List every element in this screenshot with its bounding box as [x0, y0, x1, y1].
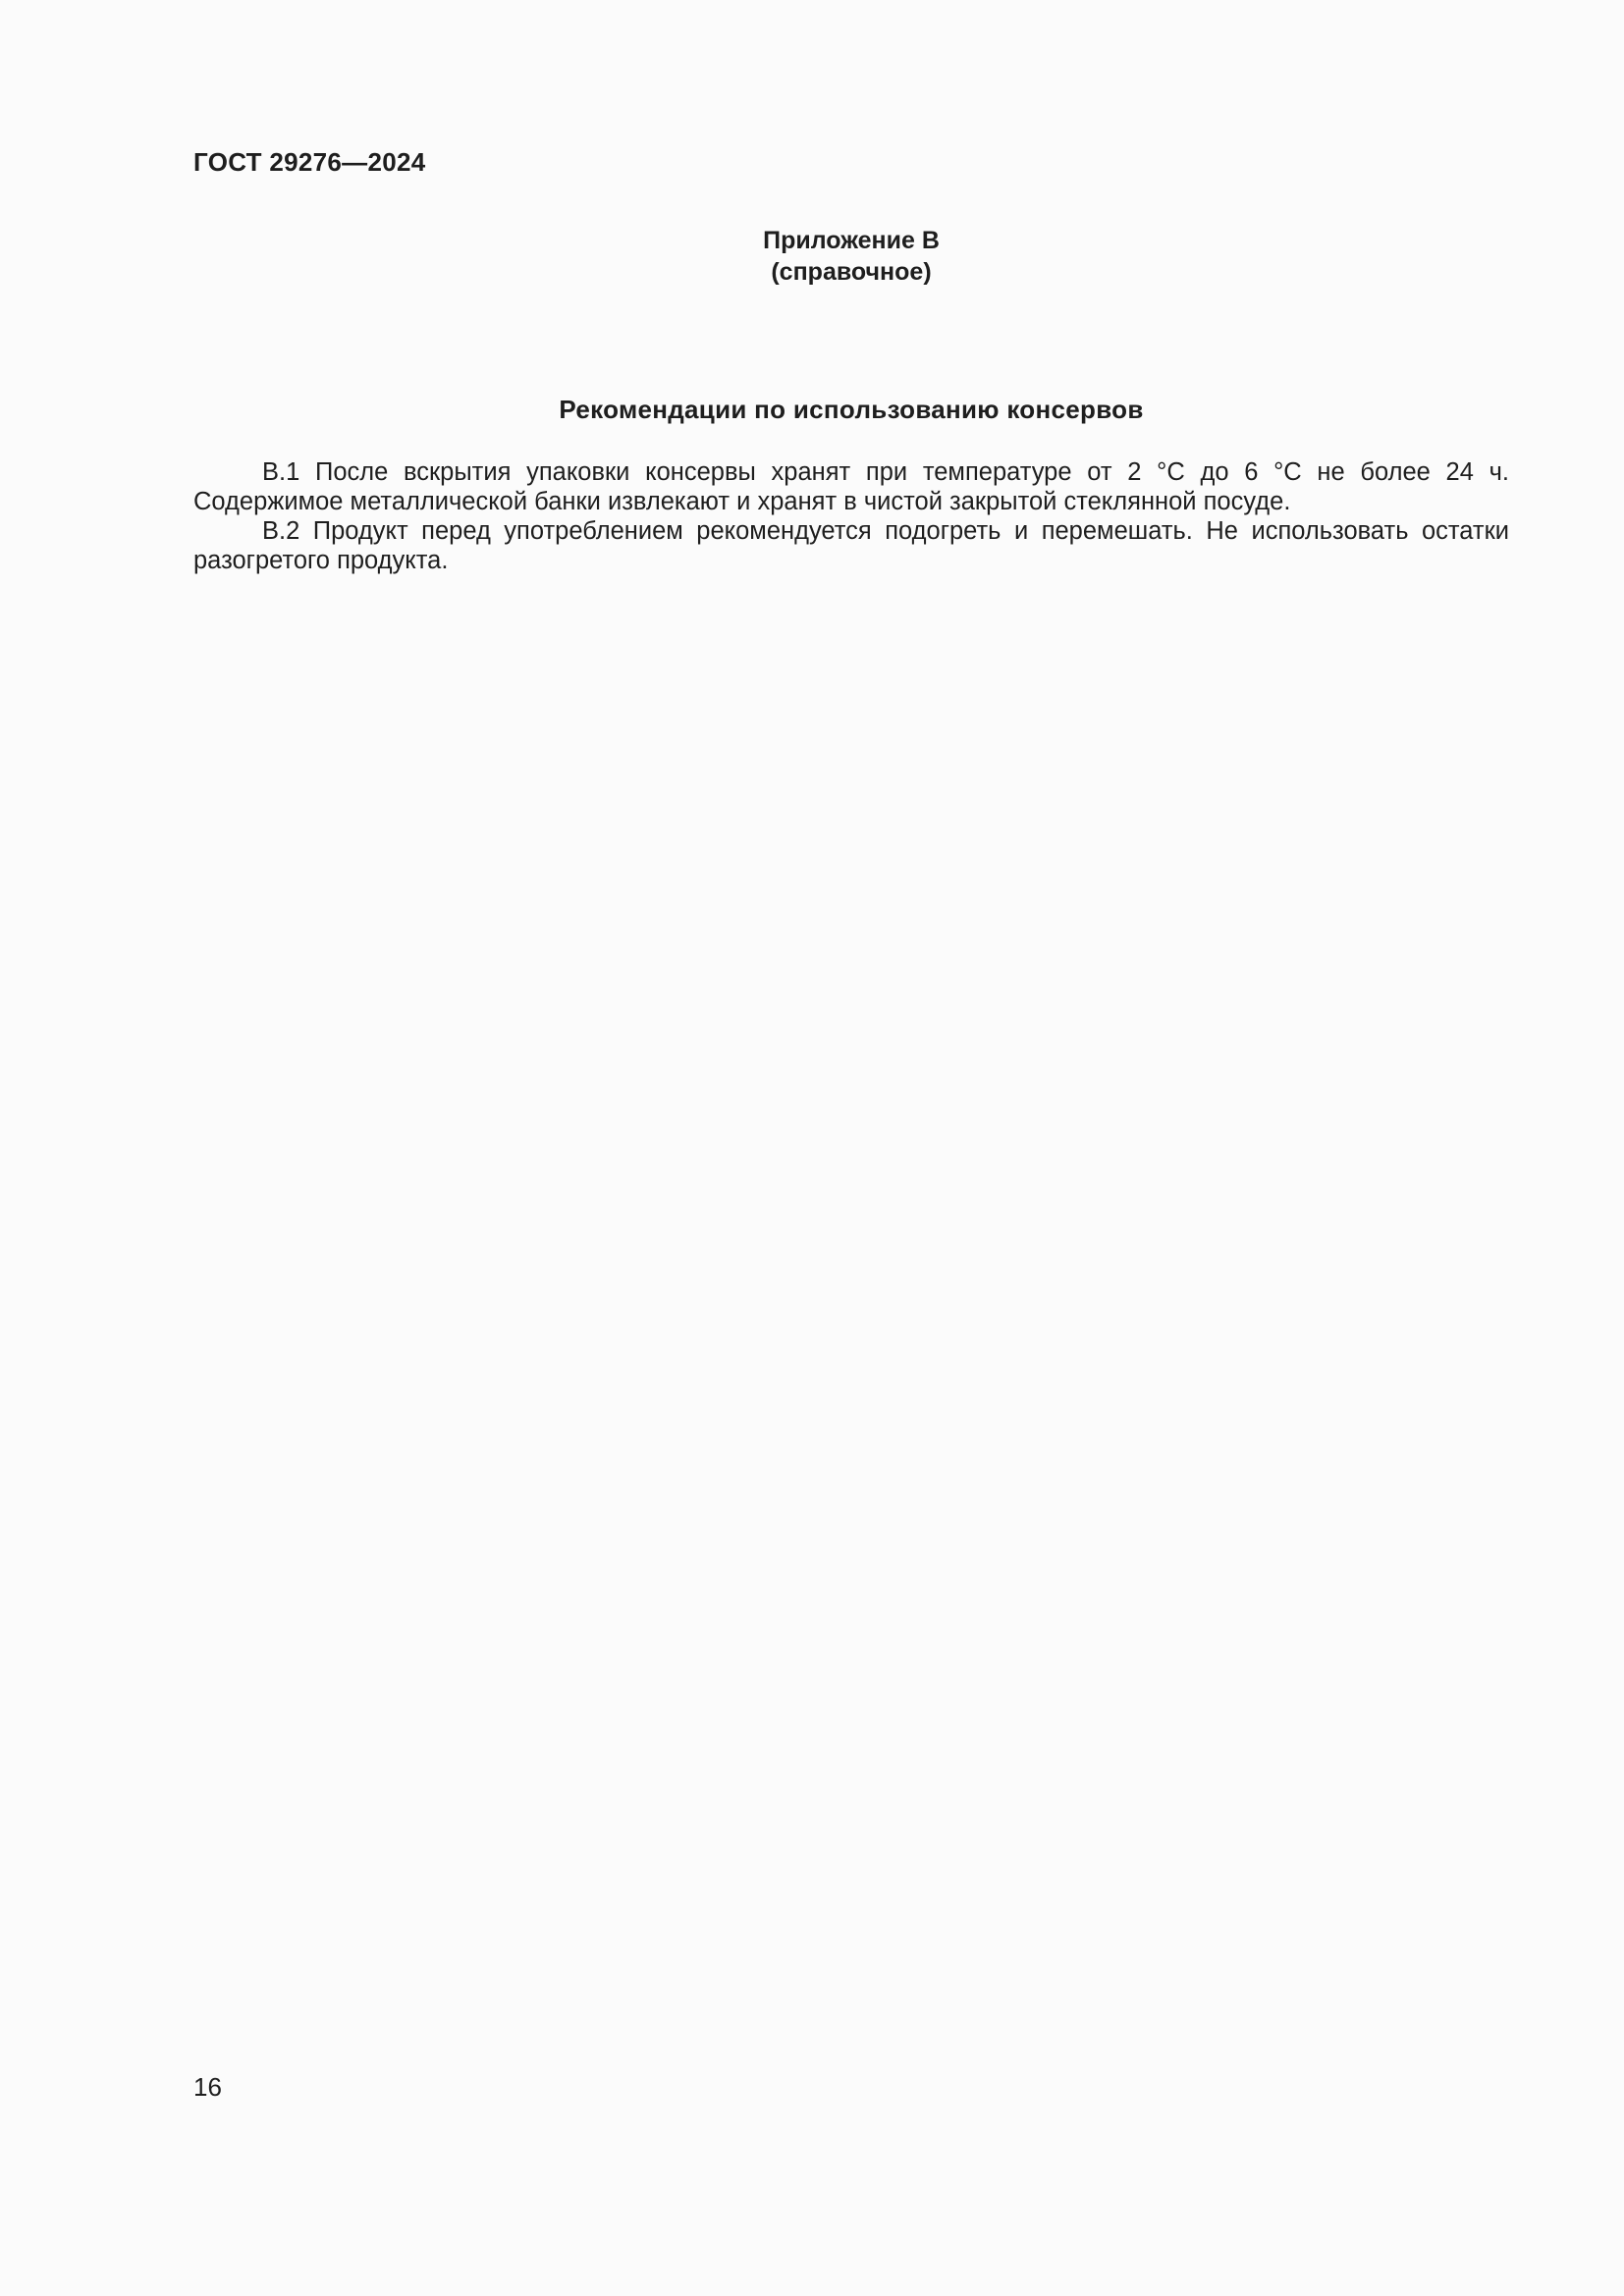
paragraph-number: В.1 [262, 458, 300, 486]
paragraph-text: После вскрытия упаковки консервы хранят при температуре от 2 °С до 6 °С не более 24 ч. Содержимое металлической банки извлекают и хранят в чистой закрытой стеклянной посуде. [193, 458, 1509, 515]
page-number: 16 [193, 2072, 222, 2102]
paragraph-b1 [193, 457, 1509, 516]
section-title: Рекомендации по использованию консервов [559, 395, 1144, 424]
paragraph-number: В.2 [262, 517, 300, 545]
appendix-title: Приложение В [763, 227, 940, 254]
paragraph-text: Продукт перед употреблением рекомендуется подогреть и перемешать. Не использовать остатки разогретого продукта. [193, 517, 1509, 574]
appendix-heading [193, 225, 1509, 288]
appendix-status: (справочное) [771, 258, 932, 286]
section-body [193, 457, 1509, 575]
document-code: ГОСТ 29276—2024 [193, 147, 426, 177]
paragraph-b2 [193, 516, 1509, 575]
